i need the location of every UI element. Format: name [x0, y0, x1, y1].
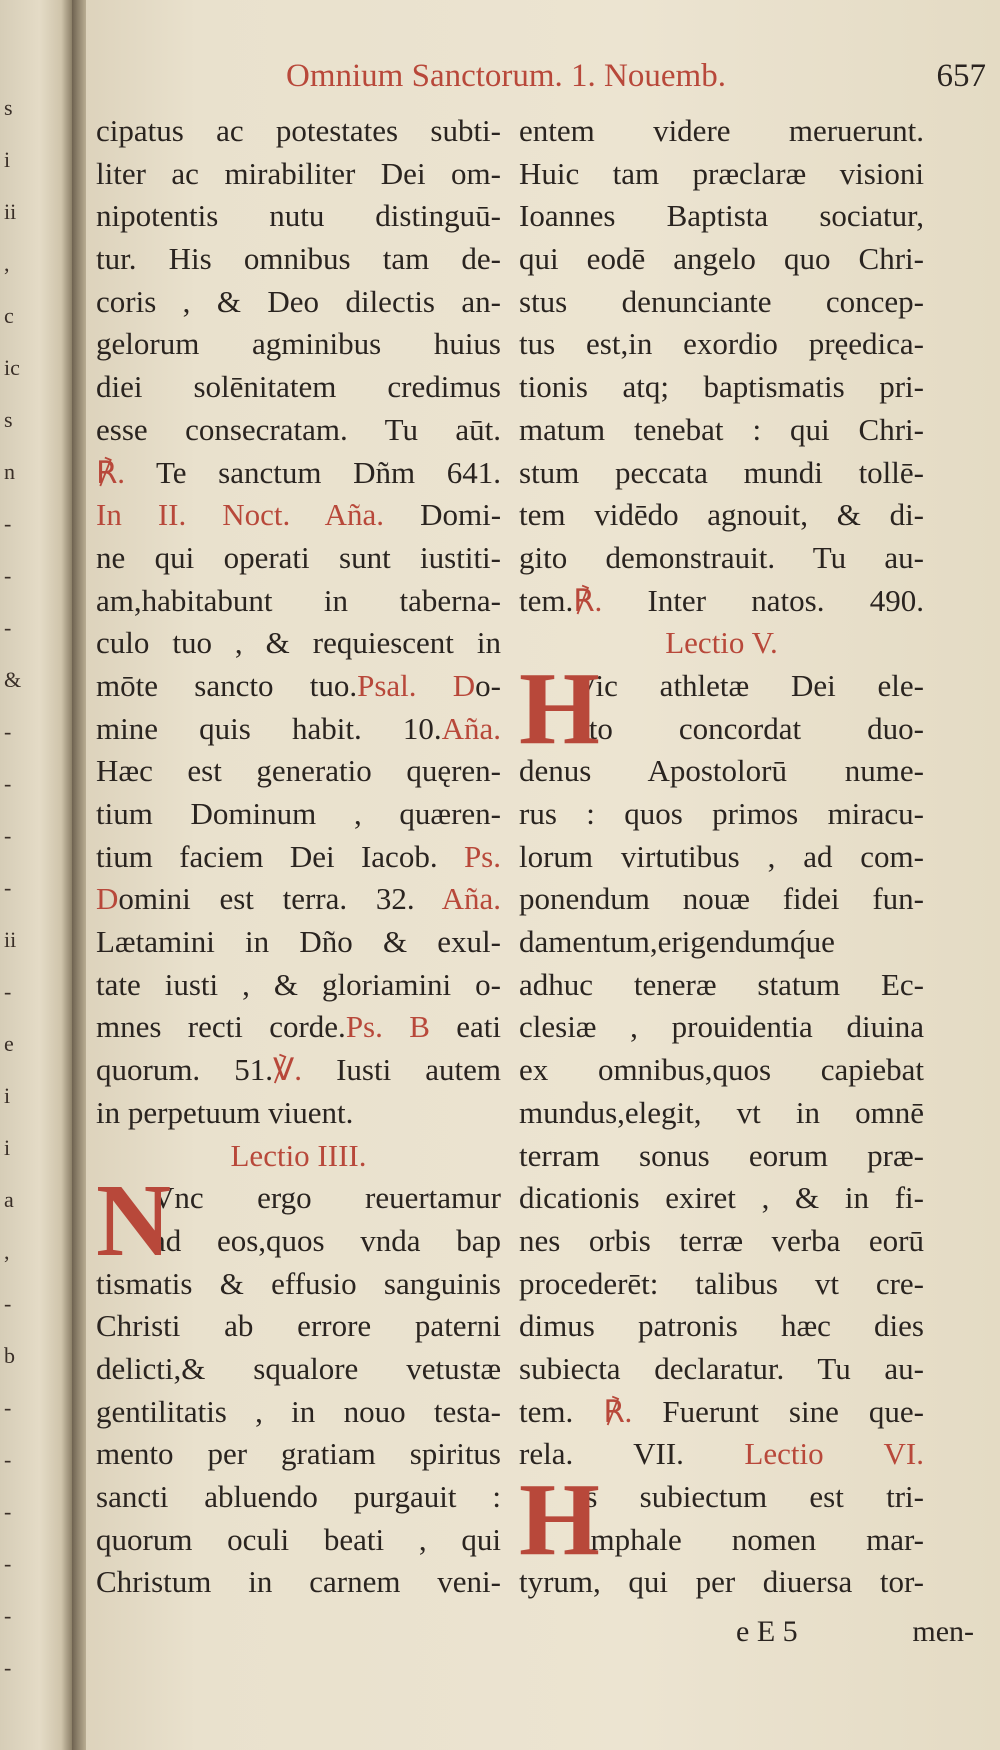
text-line — [519, 1391, 924, 1434]
text-line: damentum,erigendumq́ue — [519, 924, 835, 960]
psalm3-mark: Ps. B — [345, 1009, 430, 1045]
text-line: Vnc ergo reuertamur — [152, 1180, 501, 1216]
text-line: entem videre meruerunt. — [519, 113, 924, 148]
margin-fragment: , — [4, 1239, 10, 1264]
text-line: tismatis & effusio sanguinis — [96, 1265, 501, 1301]
text-line — [96, 452, 501, 495]
lectio-vi-opening — [519, 1462, 924, 1577]
text-line: stum peccata mundi tollē- — [519, 454, 924, 490]
psalm-pre: mōte sancto tuo. — [96, 667, 358, 703]
text-line: nipotentis nutu distinguū- — [96, 198, 501, 234]
text-line: liter ac mirabiliter Dei om- — [96, 155, 501, 191]
antiphon-pre: mine quis habit. 10. — [96, 710, 442, 746]
text-line: tem vidēdo agnouit, & di- — [519, 497, 924, 533]
margin-fragment: - — [4, 1655, 12, 1680]
lectio-v-opening — [519, 650, 924, 766]
response-text: Te sanctum Dñm 641. — [156, 454, 501, 490]
response-post: Inter natos. 490. — [647, 582, 924, 618]
text-line: Is subiectum est tri- — [575, 1479, 924, 1514]
response-pre: tem. — [519, 582, 574, 618]
text-line: Christum in carnem veni- — [96, 1564, 501, 1600]
text-line — [519, 580, 924, 623]
text-line: esse consecratam. Tu aūt. — [96, 411, 501, 447]
nocturn-label: In II. Noct. Aña. — [96, 497, 385, 533]
margin-fragment: i — [4, 1083, 11, 1108]
margin-fragment: s — [4, 407, 13, 432]
text-line: ad eos,quos vnda bap — [152, 1222, 501, 1258]
rela-text: rela. VII. — [519, 1436, 684, 1472]
text-line — [96, 708, 501, 751]
lectio-v-heading: Lectio V. — [665, 625, 778, 661]
drop-capital: H — [519, 1462, 600, 1577]
text-line: coris , & Deo dilectis an- — [96, 283, 501, 319]
text-line: gelorum agminibus huius — [96, 326, 501, 362]
psalm3-post: eati — [456, 1009, 501, 1045]
book-gutter — [72, 0, 86, 1750]
psalm2b-text: omini est terra. 32. — [118, 881, 415, 917]
text-line — [96, 665, 501, 708]
drop-capital: H — [519, 650, 600, 766]
margin-fragment: , — [4, 251, 10, 276]
text-line: rus : quos primos miracu- — [519, 796, 924, 831]
margin-fragment: - — [4, 875, 12, 900]
lectio-vi-heading: Lectio VI. — [744, 1436, 924, 1472]
psalm-mark: Psal. D — [357, 667, 476, 703]
text-line: Christi ab errore paterni — [96, 1308, 501, 1344]
text-line: sancti abluendo purgauit : — [96, 1479, 501, 1514]
margin-fragment: - — [4, 563, 12, 588]
running-header — [286, 58, 986, 106]
text-line: nes orbis terræ verba eorū — [519, 1222, 924, 1258]
text-line: tium Dominum , quæren- — [96, 796, 501, 831]
text-line: subiecta declaratur. Tu au- — [519, 1350, 924, 1386]
margin-fragment: c — [4, 303, 14, 328]
psalm3-pre: mnes recti corde. — [96, 1009, 346, 1045]
margin-fragment: n — [4, 459, 15, 484]
text-line: qui eodē angelo quo Chri- — [519, 241, 924, 277]
margin-fragment: - — [4, 511, 12, 536]
margin-fragment: ic — [4, 355, 20, 380]
text-line: mento per gratiam spiritus — [96, 1436, 501, 1472]
text-line: tionis atq; baptismatis pri- — [519, 369, 924, 405]
text-line: delicti,& squalore vetustæ — [96, 1350, 501, 1386]
text-line — [96, 1006, 501, 1049]
text-line: am,habitabunt in taberna- — [96, 582, 501, 618]
text-line: denus Apostolorū nume- — [519, 753, 924, 789]
text-line: gentilitatis , in nouo testa- — [96, 1393, 501, 1429]
psalm2-pre: tium faciem Dei Iacob. — [96, 838, 438, 874]
text-line: Vic athletæ Dei ele- — [575, 667, 924, 703]
page-number: 657 — [936, 58, 986, 94]
margin-fragment: - — [4, 1499, 12, 1524]
psalm2-mark: Ps. — [463, 838, 501, 874]
margin-fragment: - — [4, 1291, 12, 1316]
right-column — [519, 110, 924, 1604]
lectio-iiii-opening — [96, 1163, 501, 1279]
text-line: gito demonstrauit. Tu au- — [519, 539, 924, 575]
lectio-iiii-heading: Lectio IIII. — [230, 1137, 367, 1173]
antiphon2-mark: Aña. — [441, 881, 501, 917]
text-line: tyrum, qui per diuersa tor- — [519, 1564, 924, 1600]
text-line: ne qui operati sunt iustiti- — [96, 539, 501, 575]
margin-fragment: - — [4, 1603, 12, 1628]
text-line — [96, 494, 501, 537]
text-line: ponendum nouæ fidei fun- — [519, 881, 924, 917]
text-line: adhuc teneræ statum Ec- — [519, 966, 924, 1002]
text-line: ex omnibus,quos capiebat — [519, 1052, 924, 1088]
text-line — [96, 878, 501, 921]
margin-fragment: - — [4, 1447, 12, 1472]
nocturn-text: Domi- — [420, 497, 501, 533]
text-line: tur. His omnibus tam de- — [96, 241, 501, 277]
margin-fragment: a — [4, 1187, 14, 1212]
left-column — [96, 110, 501, 1604]
text-line: culo tuo , & requiescent in — [96, 625, 501, 661]
text-line: procederēt: talibus vt cre- — [519, 1265, 924, 1301]
text-line: quorum oculi beati , qui — [96, 1521, 501, 1557]
text-line: dimus patronis hæc dies — [519, 1308, 924, 1344]
text-line: in perpetuum viuent. — [96, 1094, 354, 1130]
text-line: matum tenebat : qui Chri- — [519, 411, 924, 447]
text-line — [96, 836, 501, 879]
text-line: cto concordat duo- — [575, 710, 924, 746]
text-line: clesiæ , prouidentia diuina — [519, 1009, 924, 1045]
drop-capital: N — [96, 1163, 172, 1279]
margin-fragment: - — [4, 823, 12, 848]
text-line — [96, 1049, 501, 1092]
psalm2b-mark: D — [96, 881, 119, 917]
text-line: stus denunciante concep- — [519, 283, 924, 319]
text-line: diei solēnitatem credimus — [96, 369, 501, 405]
versicle-pre: quorum. 51. — [96, 1052, 274, 1088]
text-line: mundus,elegit, vt in omnē — [519, 1094, 924, 1130]
margin-fragment: e — [4, 1031, 14, 1056]
text-line: tus est,in exordio pręedica- — [519, 326, 924, 362]
text-line: Huic tam præclaræ visioni — [519, 155, 924, 191]
response-mark: ℟. — [96, 454, 125, 490]
margin-fragment: i — [4, 147, 11, 172]
running-title: Omnium Sanctorum. 1. Nouemb. — [286, 58, 726, 94]
margin-fragment: ii — [4, 927, 17, 952]
text-line: Ioannes Baptista sociatur, — [519, 198, 924, 234]
margin-fragment: i — [4, 1135, 11, 1160]
margin-fragment: ii — [4, 199, 17, 224]
response-mark: ℟. — [573, 582, 603, 618]
margin-fragment: b — [4, 1343, 15, 1368]
text-line: lorum virtutibus , ad com- — [519, 838, 924, 874]
margin-fragment: - — [4, 771, 12, 796]
text-line: terram sonus eorum præ- — [519, 1137, 924, 1173]
margin-fragment: - — [4, 615, 12, 640]
response2-pre: tem. — [519, 1393, 574, 1429]
response2-mark: ℟. — [603, 1393, 633, 1429]
text-line: Hæc est generatio quęren- — [96, 753, 501, 789]
response2-post: Fuerunt sine que- — [662, 1393, 924, 1429]
margin-fragment: & — [4, 667, 22, 692]
antiphon-mark: Aña. — [441, 710, 501, 746]
text-line: cipatus ac potestates subti- — [96, 113, 501, 148]
psalm-post: o- — [475, 667, 501, 703]
margin-fragment: - — [4, 1551, 12, 1576]
text-line: dicationis exiret , & in fi- — [519, 1180, 924, 1216]
versicle-mark: ℣. — [273, 1052, 302, 1088]
text-line: Lætamini in Dño & exul- — [96, 924, 501, 960]
margin-fragment: - — [4, 979, 12, 1004]
book-page — [86, 0, 1000, 1750]
margin-fragment: s — [4, 95, 13, 120]
catchword: men- — [912, 1615, 974, 1648]
margin-fragment: - — [4, 719, 12, 744]
margin-fragment: - — [4, 1395, 12, 1420]
facing-page-edge — [0, 0, 72, 1750]
text-line: tate iusti , & gloriamini o- — [96, 966, 501, 1002]
signature-mark: e E 5 — [736, 1615, 798, 1648]
versicle-post: Iusti autem — [336, 1052, 501, 1088]
text-line: umphale nomen mar- — [575, 1521, 924, 1557]
page-footer — [646, 1615, 986, 1659]
